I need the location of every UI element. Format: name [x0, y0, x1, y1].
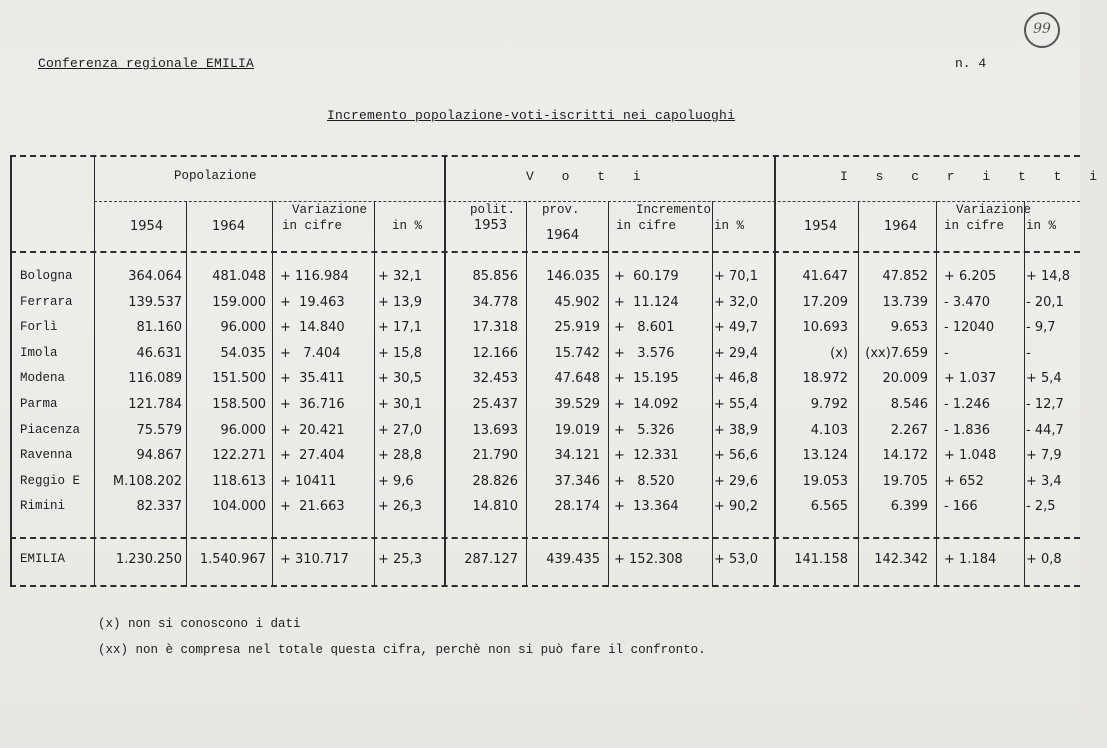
table-row-4-i64: 20.009	[882, 371, 928, 387]
table-row-7-iv: + 1.048	[944, 448, 997, 464]
table-row-4-vi: + 15.195	[614, 371, 679, 387]
table-row-9-iv: - 166	[944, 499, 978, 515]
hdr-p64: 1964	[212, 219, 246, 234]
table-row-1-vi: + 11.124	[614, 294, 679, 310]
table-row-7-v53: 21.790	[472, 448, 518, 464]
table-row-7-v64: 34.121	[554, 448, 600, 464]
table-row-5-ip: - 12,7	[1026, 397, 1064, 412]
section-iscritti: I s c r i t t i	[840, 169, 1107, 184]
total-row-i54: 141.158	[794, 552, 848, 567]
page-number: n. 4	[955, 56, 987, 71]
table-row-3-p64: 54.035	[220, 345, 266, 361]
total-row-i64: 142.342	[874, 552, 928, 567]
data-table	[10, 155, 1107, 589]
table-row-3-vp: + 29,4	[714, 345, 758, 361]
table-row-8-i54: 19.053	[802, 473, 848, 489]
table-row-1-vp: + 32,0	[714, 294, 758, 310]
table-row-4-iv: + 1.037	[944, 371, 997, 387]
table-row-5-p54: 121.784	[128, 397, 182, 412]
hdr-polit-year: 1953	[474, 218, 508, 233]
table-row-9-i64: 6.399	[890, 499, 928, 515]
table-row-4-city: Modena	[20, 371, 66, 386]
table-row-5-p64: 158.500	[212, 397, 266, 412]
table-row-1-i64: 13.739	[882, 294, 928, 310]
table-row-4-pp: + 30,5	[378, 371, 422, 387]
table-row-9-ip: - 2,5	[1026, 499, 1056, 515]
vrule-pop-end	[444, 155, 446, 587]
table-row-8-iv: + 652	[944, 473, 984, 489]
total-row-city: EMILIA	[20, 552, 66, 566]
table-row-1-city: Ferrara	[20, 294, 73, 309]
total-row-v64: 439.435	[546, 552, 600, 567]
vrule-iv	[1024, 201, 1025, 587]
archive-stamp: 99	[1024, 12, 1060, 48]
table-row-5-v53: 25.437	[472, 397, 518, 412]
table-row-8-pp: + 9,6	[378, 473, 414, 489]
hdr-variazione: Variazione	[292, 203, 368, 217]
table-row-9-p54: 82.337	[136, 499, 182, 515]
table-row-0-p64: 481.048	[212, 269, 266, 284]
total-row-p64: 1.540.967	[199, 552, 266, 567]
hdr-p54: 1954	[130, 219, 164, 234]
table-row-1-v64: 45.902	[554, 294, 600, 310]
table-row-2-v53: 17.318	[472, 320, 518, 336]
hdr-prov: prov.	[542, 203, 580, 217]
hdr-i54: 1954	[804, 219, 838, 234]
table-row-5-city: Parma	[20, 397, 58, 411]
table-row-2-pp: + 17,1	[378, 320, 422, 336]
table-row-2-i64: 9.653	[890, 320, 928, 336]
footnote-x: (x) non si conoscono i dati	[98, 617, 301, 631]
table-row-2-vi: + 8.601	[614, 320, 675, 336]
hdr-in-cifre: in cifre	[282, 219, 343, 233]
table-row-3-i54: (x)	[830, 345, 848, 361]
table-row-6-vi: + 5.326	[614, 422, 675, 438]
table-row-7-i64: 14.172	[882, 448, 928, 464]
table-row-8-i64: 19.705	[882, 473, 928, 489]
table-row-3-i64: (xx)7.659	[865, 345, 928, 361]
table-row-4-vp: + 46,8	[714, 371, 758, 387]
table-row-8-city: Reggio E	[20, 473, 81, 488]
table-row-4-pv: + 35.411	[280, 371, 345, 387]
hdr-polit: polit.	[470, 203, 516, 217]
total-row-vp: + 53,0	[714, 552, 758, 567]
total-row-pv: + 310.717	[280, 552, 349, 567]
table-row-0-iv: + 6.205	[944, 269, 997, 284]
table-row-6-p64: 96.000	[220, 422, 266, 438]
vrule-pv	[374, 201, 375, 587]
vrule-p64	[272, 201, 273, 587]
table-row-9-i54: 6.565	[810, 499, 848, 515]
table-row-7-vp: + 56,6	[714, 448, 758, 464]
table-row-9-p64: 104.000	[212, 499, 266, 515]
vrule-v64	[608, 201, 609, 587]
table-row-5-iv: - 1.246	[944, 397, 991, 412]
table-row-0-vi: + 60.179	[614, 269, 679, 284]
table-row-6-v64: 19.019	[554, 422, 600, 438]
total-row-p54: 1.230.250	[115, 552, 182, 567]
table-row-7-pp: + 28,8	[378, 448, 422, 464]
vrule-city	[94, 155, 95, 587]
table-row-0-pv: + 116.984	[280, 269, 349, 284]
table-row-2-pv: + 14.840	[280, 320, 345, 336]
table-row-0-ip: + 14,8	[1026, 269, 1070, 284]
table-row-2-ip: - 9,7	[1026, 320, 1056, 336]
table-row-2-city: Forlì	[20, 320, 58, 335]
vrule-v53	[526, 201, 527, 587]
table-row-5-i54: 9.792	[810, 397, 848, 412]
table-row-3-vi: + 3.576	[614, 345, 675, 361]
table-row-2-i54: 10.693	[802, 320, 848, 336]
section-voti: V o t i	[526, 169, 651, 184]
table-row-9-v53: 14.810	[472, 499, 518, 515]
table-row-5-v64: 39.529	[554, 397, 600, 412]
table-row-4-ip: + 5,4	[1026, 371, 1062, 387]
hdr-isc-in-cifre: in cifre	[944, 219, 1005, 233]
rule-top	[10, 155, 1080, 157]
table-row-7-ip: + 7,9	[1026, 448, 1062, 464]
hdr-voti-in-cifre: in cifre	[616, 219, 677, 233]
vrule-voti-end	[774, 155, 776, 587]
table-row-1-p54: 139.537	[128, 294, 182, 310]
table-row-2-vp: + 49,7	[714, 320, 758, 336]
vrule-vi	[712, 201, 713, 587]
table-row-0-city: Bologna	[20, 269, 73, 283]
table-row-6-i64: 2.267	[890, 422, 928, 438]
table-row-5-pp: + 30,1	[378, 397, 422, 412]
total-row-iv: + 1.184	[944, 552, 997, 567]
table-row-9-pp: + 26,3	[378, 499, 422, 515]
table-row-5-vp: + 55,4	[714, 397, 758, 412]
table-row-5-pv: + 36.716	[280, 397, 345, 412]
table-row-6-vp: + 38,9	[714, 422, 758, 438]
table-row-9-city: Rimini	[20, 499, 66, 514]
vrule-p54	[186, 201, 187, 587]
table-row-3-pp: + 15,8	[378, 345, 422, 361]
table-row-9-v64: 28.174	[554, 499, 600, 515]
table-row-3-v53: 12.166	[472, 345, 518, 361]
table-row-8-ip: + 3,4	[1026, 473, 1062, 489]
footnote-xx: (xx) non è compresa nel totale questa cifra, perchè non si può fare il confronto.	[98, 643, 706, 657]
table-row-0-vp: + 70,1	[714, 269, 758, 284]
table-row-4-i54: 18.972	[802, 371, 848, 387]
table-row-7-vi: + 12.331	[614, 448, 679, 464]
total-row-ip: + 0,8	[1026, 552, 1062, 567]
hdr-in-pct: in %	[392, 219, 423, 233]
vrule-i64	[936, 201, 937, 587]
hdr-prov-year: 1964	[546, 228, 580, 243]
rule-total-top	[10, 537, 1080, 539]
table-row-2-v64: 25.919	[554, 320, 600, 336]
table-row-1-i54: 17.209	[802, 294, 848, 310]
table-row-6-ip: - 44,7	[1026, 422, 1064, 438]
table-row-7-city: Ravenna	[20, 448, 73, 463]
table-row-5-i64: 8.546	[890, 397, 928, 412]
table-row-0-p54: 364.064	[128, 269, 182, 284]
section-popolazione: Popolazione	[174, 169, 257, 183]
table-row-2-iv: - 12040	[944, 320, 995, 336]
table-row-4-p54: 116.089	[128, 371, 182, 387]
table-row-6-i54: 4.103	[810, 422, 848, 438]
total-row-pp: + 25,3	[378, 552, 422, 567]
table-row-9-vi: + 13.364	[614, 499, 679, 515]
table-row-6-p54: 75.579	[136, 422, 182, 438]
table-row-1-v53: 34.778	[472, 294, 518, 310]
table-row-6-pv: + 20.421	[280, 422, 345, 438]
hdr-i64: 1964	[884, 219, 918, 234]
table-row-7-p64: 122.271	[212, 448, 266, 464]
page-title: Incremento popolazione-voti-iscritti nei capoluoghi	[327, 108, 736, 123]
table-row-2-p64: 96.000	[220, 320, 266, 336]
table-row-3-p54: 46.631	[136, 345, 182, 361]
table-row-1-pv: + 19.463	[280, 294, 345, 310]
table-row-4-v64: 47.648	[554, 371, 600, 387]
hdr-incremento: Incremento	[636, 203, 712, 217]
table-row-7-pv: + 27.404	[280, 448, 345, 464]
table-row-8-vp: + 29,6	[714, 473, 758, 489]
table-row-6-city: Piacenza	[20, 422, 81, 437]
table-row-2-p54: 81.160	[136, 320, 182, 336]
rule-header-bottom	[10, 251, 1080, 253]
table-row-3-city: Imola	[20, 345, 58, 360]
table-row-8-p54: M.108.202	[112, 473, 182, 489]
total-row-v53: 287.127	[464, 552, 518, 567]
table-row-3-v64: 15.742	[554, 345, 600, 361]
vrule-left	[10, 155, 12, 587]
table-row-0-v53: 85.856	[472, 269, 518, 284]
hdr-isc-in-pct: in %	[1026, 219, 1057, 233]
table-row-8-p64: 118.613	[212, 473, 266, 489]
rule-bottom	[10, 585, 1080, 587]
table-row-8-vi: + 8.520	[614, 473, 675, 489]
table-row-6-pp: + 27,0	[378, 422, 422, 438]
rule-subheader	[94, 201, 1080, 202]
table-row-1-pp: + 13,9	[378, 294, 422, 310]
total-row-vi: + 152.308	[614, 552, 683, 567]
conference-heading: Conferenza regionale EMILIA	[38, 56, 255, 71]
hdr-voti-in-pct: in %	[714, 219, 745, 233]
table-row-9-vp: + 90,2	[714, 499, 758, 515]
table-row-3-ip: -	[1026, 345, 1031, 361]
table-row-7-p54: 94.867	[136, 448, 182, 464]
table-row-3-iv: -	[944, 345, 949, 361]
hdr-isc-variazione: Variazione	[956, 203, 1032, 217]
table-row-4-v53: 32.453	[472, 371, 518, 387]
table-row-1-iv: - 3.470	[944, 294, 991, 310]
table-row-1-ip: - 20,1	[1026, 294, 1064, 310]
table-row-6-iv: - 1.836	[944, 422, 991, 438]
table-row-1-p64: 159.000	[212, 294, 266, 310]
table-row-8-v64: 37.346	[554, 473, 600, 489]
table-row-8-pv: + 10411	[280, 473, 337, 489]
table-row-9-pv: + 21.663	[280, 499, 345, 515]
table-row-6-v53: 13.693	[472, 422, 518, 438]
table-row-0-v64: 146.035	[546, 269, 600, 284]
table-row-3-pv: + 7.404	[280, 345, 341, 361]
vrule-i54	[858, 201, 859, 587]
table-row-5-vi: + 14.092	[614, 397, 679, 412]
table-row-0-i54: 41.647	[802, 269, 848, 284]
table-row-4-p64: 151.500	[212, 371, 266, 387]
table-row-8-v53: 28.826	[472, 473, 518, 489]
table-row-7-i54: 13.124	[802, 448, 848, 464]
table-row-0-pp: + 32,1	[378, 269, 422, 284]
table-row-0-i64: 47.852	[882, 269, 928, 284]
